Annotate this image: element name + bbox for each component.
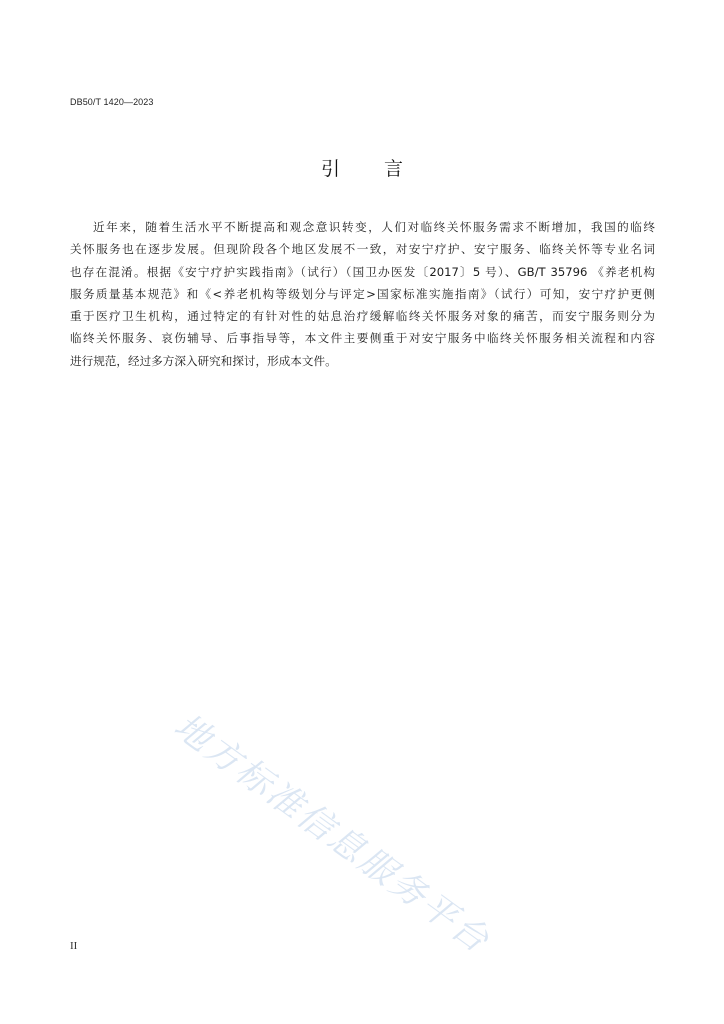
paragraph-line: 重于医疗卫生机构，通过特定的有针对性的姑息治疗缓解临终关怀服务对象的痛苦，而安宁服务则分为 (70, 309, 655, 324)
watermark: 地方标准信息服务平台 (166, 706, 498, 962)
page-number: II (70, 940, 78, 952)
paragraph-line: 临终关怀服务、哀伤辅导、后事指导等，本文件主要侧重于对安宁服务中临终关怀服务相关流程和内容 (70, 331, 655, 346)
paragraph-line: 进行规范，经过多方深入研究和探讨，形成本文件。 (70, 353, 337, 368)
page-title (0, 154, 724, 181)
paragraph-line: 也存在混淆。根据《安宁疗护实践指南》（试行）（国卫办医发〔2017〕5 号）、GB/T 35796 《养老机构 (70, 264, 655, 279)
document-code: DB50/T 1420—2023 (70, 97, 154, 107)
paragraph-line: 服务质量基本规范》和《<养老机构等级划分与评定>国家标准实施指南》（试行）可知，安宁疗护更侧 (70, 286, 655, 301)
title-char-2: 言 (384, 158, 404, 180)
paragraph-line: 关怀服务也在逐步发展。但现阶段各个地区发展不一致，对安宁疗护、安宁服务、临终关怀等专业名词 (70, 242, 655, 257)
introduction-paragraph (70, 216, 655, 372)
title-char-1: 引 (320, 158, 340, 180)
paragraph-line: 近年来，随着生活水平不断提高和观念意识转变，人们对临终关怀服务需求不断增加，我国的临终 (93, 220, 655, 234)
